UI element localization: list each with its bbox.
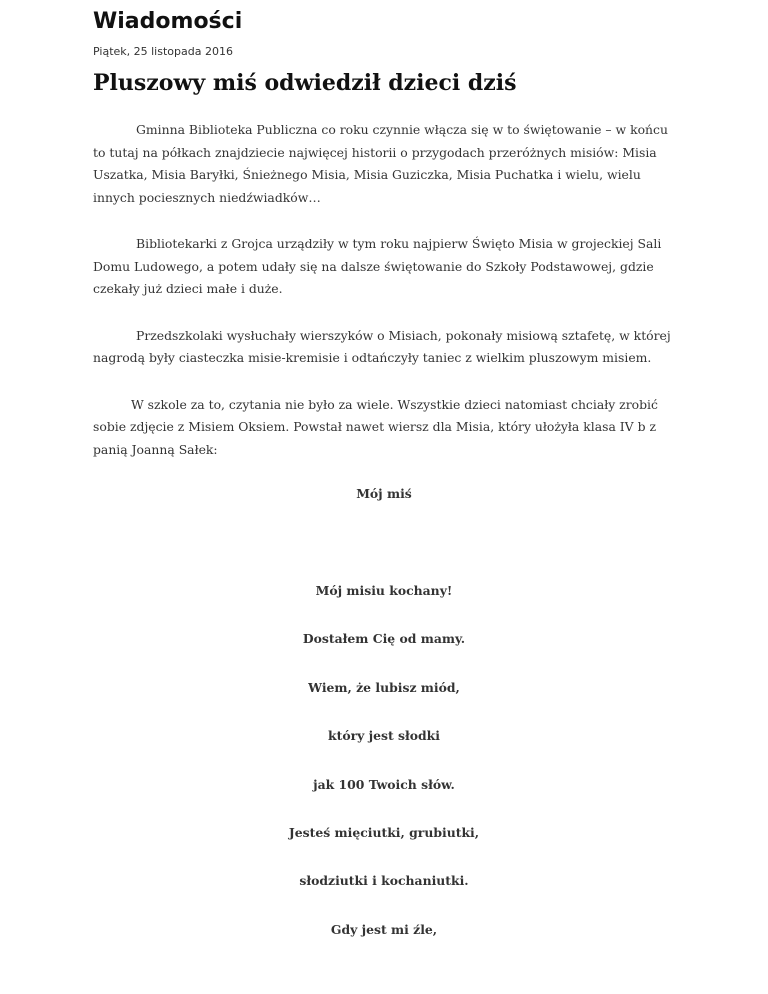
- article-body: [93, 119, 678, 485]
- section-title: Wiadomości: [93, 9, 243, 34]
- poem-spacer: [93, 504, 675, 581]
- poem-line: Wiem, że lubisz miód,: [308, 679, 460, 695]
- article-title: Pluszowy miś odwiedził dzieci dziś: [93, 70, 517, 96]
- poem-line: który jest słodki: [328, 728, 440, 744]
- article-paragraph: W szkole za to, czytania nie było za wiele. Wszystkie dzieci natomiast chciały zrobić sobie zdjęcie z Misiem Oksiem. Powstał nawet wiersz dla Misia, który ułożyła klasa IV b z panią Joanną Sałek:: [93, 396, 658, 457]
- poem: [93, 484, 675, 968]
- poem-line: jak 100 Twoich słów.: [313, 776, 455, 792]
- poem-title: Mój miś: [356, 486, 412, 501]
- poem-line: słodziutki i kochaniutki.: [299, 873, 469, 889]
- article-date: Piątek, 25 listopada 2016: [93, 45, 233, 58]
- poem-line: Jesteś mięciutki, grubiutki,: [288, 824, 480, 840]
- article-paragraph: Gminna Biblioteka Publiczna co roku czynnie włącza się w to świętowanie – w końcu to tutaj na półkach znajdziecie najwięcej historii o przygodach przeróżnych misiów: Misia Uszatka, Misia Baryłki, Śnieżnego Misia, Misia Guziczka, Misia Puchatka i wielu, wielu innych pociesznych niedźwiadków…: [93, 122, 668, 205]
- poem-line: Dostałem Cię od mamy.: [302, 631, 466, 647]
- article-paragraph: Przedszkolaki wysłuchały wierszyków o Misiach, pokonały misiową sztafetę, w której nagrodą były ciasteczka misie-kremisie i odtańczyły taniec z wielkim pluszowym misiem.: [93, 327, 671, 365]
- poem-line: Gdy jest mi źle,: [330, 921, 438, 937]
- poem-line: Mój misiu kochany!: [315, 583, 453, 598]
- article-paragraph: Bibliotekarki z Grojca urządziły w tym roku najpierw Święto Misia w grojeckiej Sali Domu Ludowego, a potem udały się na dalsze świętowanie do Szkoły Podstawowej, gdzie czekały już dzieci małe i duże.: [93, 236, 662, 296]
